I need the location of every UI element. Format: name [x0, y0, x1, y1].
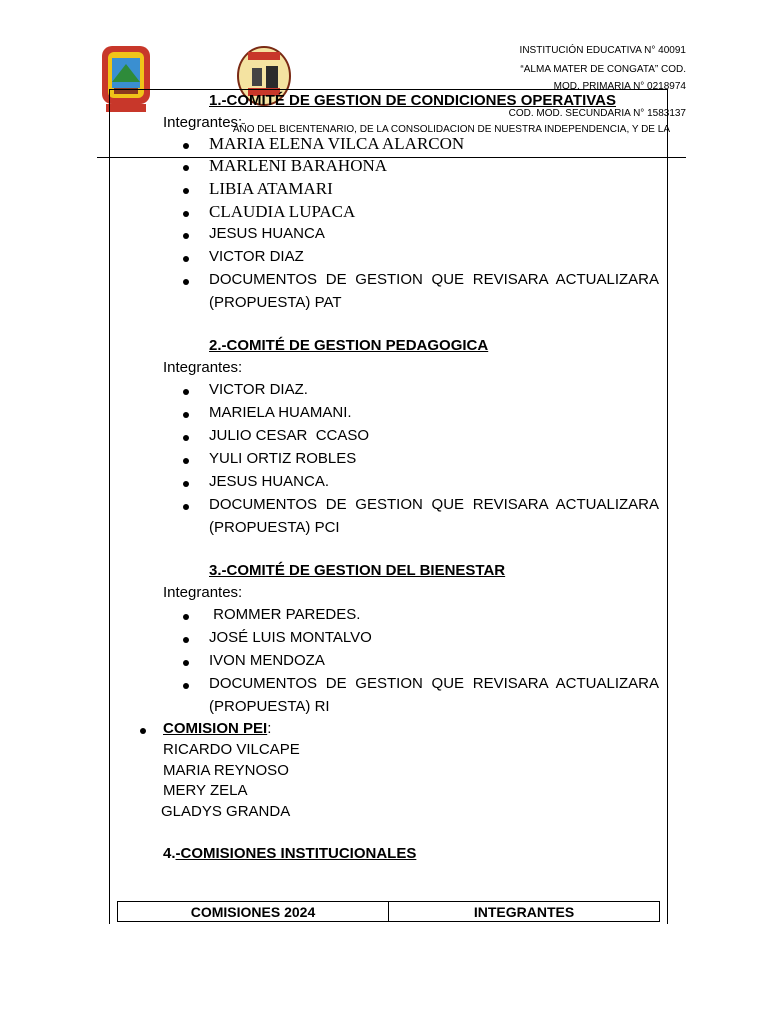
section1-member: VICTOR DIAZ [209, 248, 304, 265]
section1-member: MARLENI BARAHONA [209, 156, 388, 175]
bullet [183, 233, 189, 239]
section2-integrantes-label: Integrantes: [163, 359, 243, 376]
comision-pei-colon: : [267, 720, 272, 737]
section2-member: YULI ORTIZ ROBLES [209, 450, 357, 467]
section1-documents-line1: DOCUMENTOS DE GESTION QUE REVISARA ACTUALIZARA [209, 271, 659, 288]
bullet [183, 660, 189, 666]
section3-documents-line1: DOCUMENTOS DE GESTION QUE REVISARA ACTUALIZARA [209, 675, 659, 692]
section2-title: 2.-COMITÉ DE GESTION PEDAGOGICA [209, 337, 489, 354]
table-header-integrantes: INTEGRANTES [389, 902, 660, 922]
section1-member: LIBIA ATAMARI [209, 179, 333, 198]
header-alma-mater: “ALMA MATER DE CONGATA” COD. [520, 64, 686, 75]
header-institution: INSTITUCIÓN EDUCATIVA N° 40091 [519, 45, 686, 56]
bullet [183, 458, 189, 464]
bullet [183, 637, 189, 643]
comision-pei-member: MERY ZELA [163, 782, 248, 799]
section3-integrantes-label: Integrantes: [163, 584, 243, 601]
section3-member: ROMMER PAREDES. [209, 606, 361, 623]
section2-member: VICTOR DIAZ. [209, 381, 308, 398]
section3-member: IVON MENDOZA [209, 652, 325, 669]
bullet [183, 188, 189, 194]
comision-pei-member: GLADYS GRANDA [161, 803, 291, 820]
section3-member: JOSÉ LUIS MONTALVO [209, 629, 372, 646]
bullet [183, 683, 189, 689]
comisiones-table [117, 901, 660, 922]
bullet [183, 211, 189, 217]
section1-member: CLAUDIA LUPACA [209, 202, 356, 221]
section1-member: MARIA ELENA VILCA ALARCON [209, 134, 465, 153]
section1-title: 1.-COMITÉ DE GESTION DE CONDICIONES OPERATIVAS [209, 92, 616, 109]
section2-documents-line2: (PROPUESTA) PCI [209, 519, 340, 536]
table-header-row [118, 902, 660, 922]
bullet [183, 143, 189, 149]
bullet [140, 728, 146, 734]
bullet [183, 389, 189, 395]
comision-pei-heading [163, 720, 271, 737]
section3-documents-line2: (PROPUESTA) RI [209, 698, 330, 715]
header-mod-primaria: MOD. PRIMARIA N° 0218974 [553, 81, 686, 92]
header-cod-secundaria: COD. MOD. SECUNDARIA N° 1583137 [508, 108, 686, 119]
section4-title-wrap [163, 845, 416, 862]
comision-pei-member: MARIA REYNOSO [163, 762, 289, 779]
bullet [183, 435, 189, 441]
section1-integrantes-label: Integrantes: [163, 114, 243, 131]
bullet [183, 481, 189, 487]
section4-prefix: 4. [163, 845, 176, 862]
section2-member: JULIO CESAR CCASO [209, 427, 370, 444]
bullet [183, 256, 189, 262]
comision-pei-member: RICARDO VILCAPE [163, 741, 300, 758]
bullet [183, 504, 189, 510]
section4-title: -COMISIONES INSTITUCIONALES [175, 845, 417, 862]
section2-documents-line1: DOCUMENTOS DE GESTION QUE REVISARA ACTUALIZARA [209, 496, 659, 513]
header-year-motto: AÑO DEL BICENTENARIO, DE LA CONSOLIDACION DE NUESTRA INDEPENDENCIA, Y DE LA [232, 124, 670, 135]
section2-member: MARIELA HUAMANI. [209, 404, 352, 421]
bullet [183, 412, 189, 418]
section1-member: JESUS HUANCA [209, 225, 325, 242]
bullet [183, 614, 189, 620]
bullet [183, 165, 189, 171]
comision-pei-label: COMISION PEI [163, 720, 268, 737]
table-header-comisiones: COMISIONES 2024 [118, 902, 389, 922]
section1-documents-line2: (PROPUESTA) PAT [209, 294, 342, 311]
section2-member: JESUS HUANCA. [209, 473, 330, 490]
bullet [183, 279, 189, 285]
section3-title: 3.-COMITÉ DE GESTION DEL BIENESTAR [209, 562, 506, 579]
